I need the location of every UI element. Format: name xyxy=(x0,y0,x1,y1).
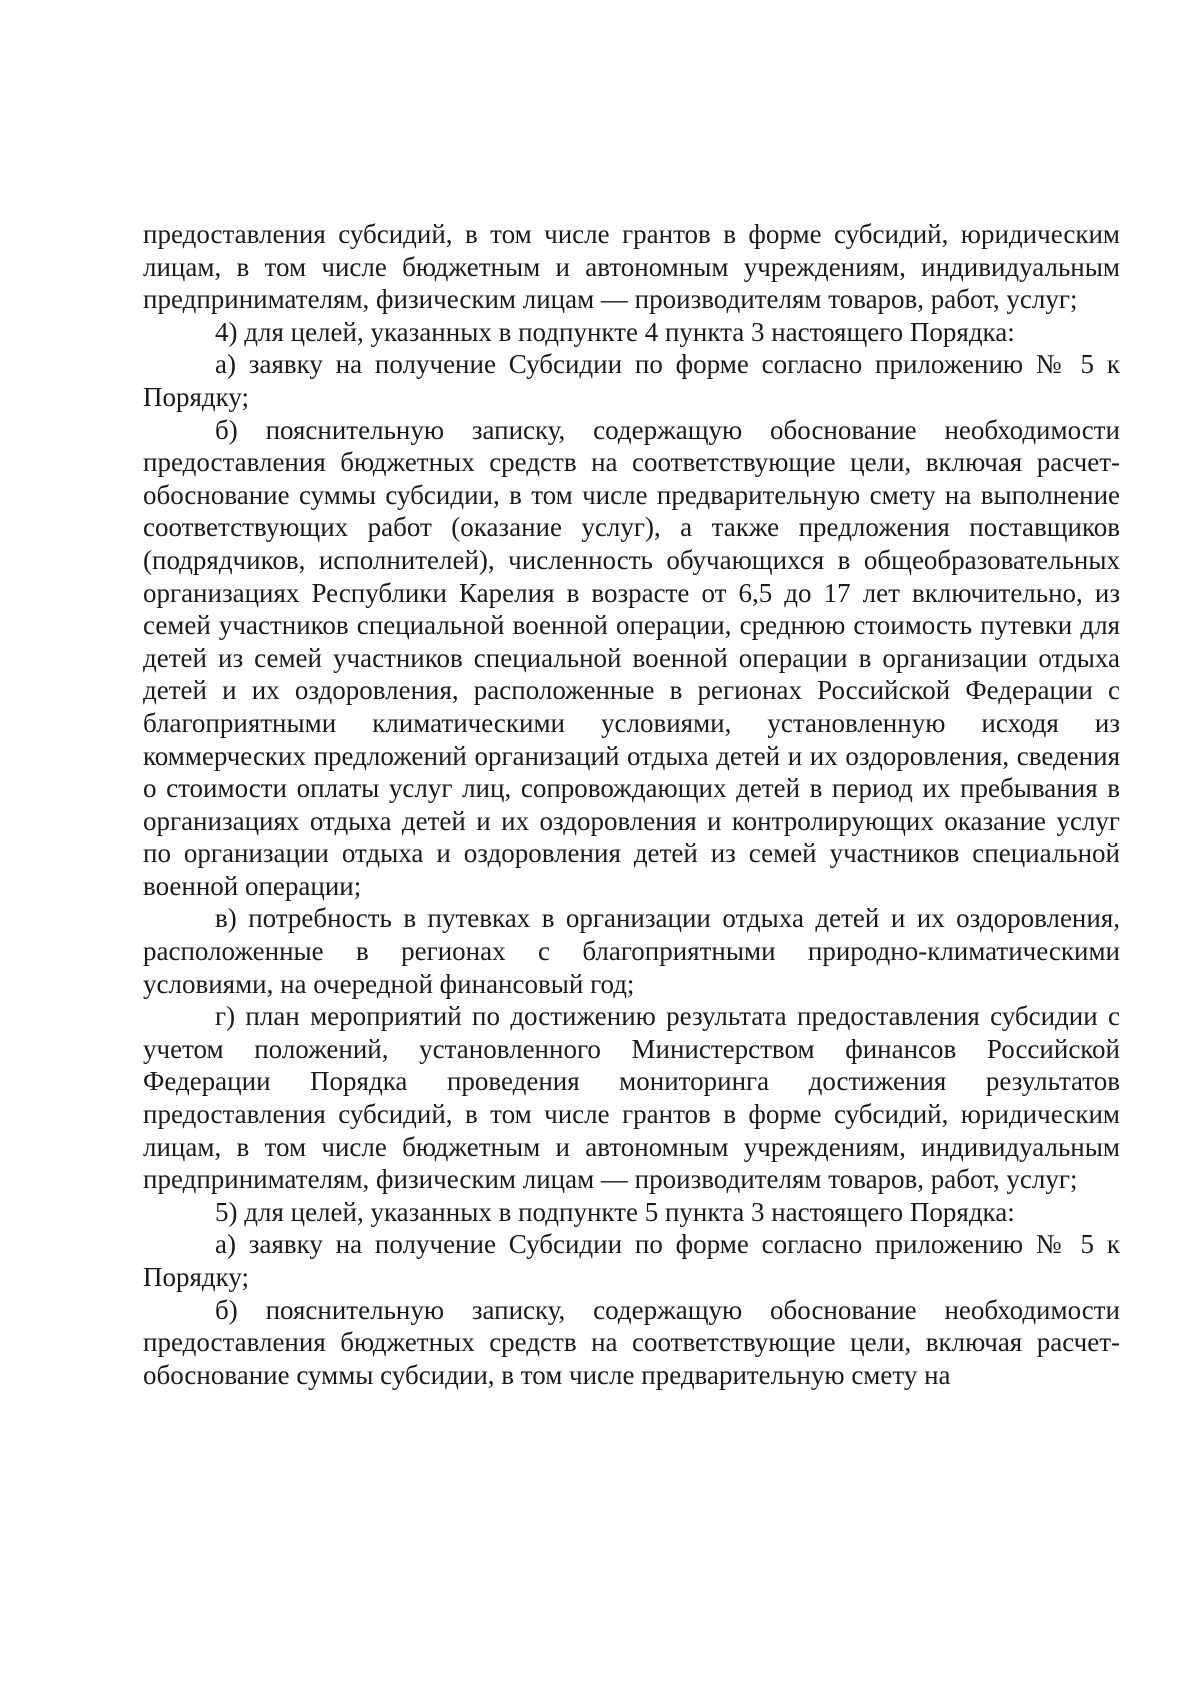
document-body xyxy=(143,218,1120,1391)
paragraph-4b: б) пояснительную записку, содержащую обоснование необходимости предоставления бюджетных средств на соответствующие цели, включая расчет-обоснование суммы субсидии, в том числе предварительную смету на выполнение соответствующих работ (оказание услуг), а также предложения поставщиков (подрядчиков, исполнителей), численность обучающихся в общеобразовательных организациях Республики Карелия в возрасте от 6,5 до 17 лет включительно, из семей участников специальной военной операции, среднюю стоимость путевки для детей из семей участников специальной военной операции в организации отдыха детей и их оздоровления, расположенные в регионах Российской Федерации с благоприятными климатическими условиями, установленную исходя из коммерческих предложений организаций отдыха детей и их оздоровления, сведения о стоимости оплаты услуг лиц, сопровождающих детей в период их пребывания в организациях отдыха детей и их оздоровления и контролирующих оказание услуг по организации отдыха и оздоровления детей из семей участников специальной военной операции; xyxy=(143,414,1120,901)
paragraph-4v: в) потребность в путевках в организации отдыха детей и их оздоровления, расположенные в регионах с благоприятными природно-климатическими условиями, на очередной финансовый год; xyxy=(143,903,1120,999)
paragraph-4g: г) план мероприятий по достижению результата предоставления субсидии с учетом положений, установленного Министерством финансов Российской Федерации Порядка проведения мониторинга достижения результатов предоставления субсидий, в том числе грантов в форме субсидий, юридическим лицам, в том числе бюджетным и автономным учреждениям, индивидуальным предпринимателям, физическим лицам — производителям товаров, работ, услуг; xyxy=(143,1001,1120,1195)
paragraph-continuation: предоставления субсидий, в том числе грантов в форме субсидий, юридическим лицам, в том числе бюджетным и автономным учреждениям, индивидуальным предпринимателям, физическим лицам — производителям товаров, работ, услуг; xyxy=(143,219,1120,315)
paragraph-item-4: 4) для целей, указанных в подпункте 4 пункта 3 настоящего Порядка: xyxy=(215,316,1015,347)
paragraph-4a: а) заявку на получение Субсидии по форме согласно приложению № 5 к Порядку; xyxy=(143,349,1120,412)
paragraph-item-5: 5) для целей, указанных в подпункте 5 пункта 3 настоящего Порядка: xyxy=(215,1196,1015,1227)
paragraph-5b: б) пояснительную записку, содержащую обоснование необходимости предоставления бюджетных средств на соответствующие цели, включая расчет-обоснование суммы субсидии, в том числе предварительную смету на xyxy=(143,1294,1120,1390)
paragraph-5a: а) заявку на получение Субсидии по форме согласно приложению № 5 к Порядку; xyxy=(143,1229,1120,1292)
